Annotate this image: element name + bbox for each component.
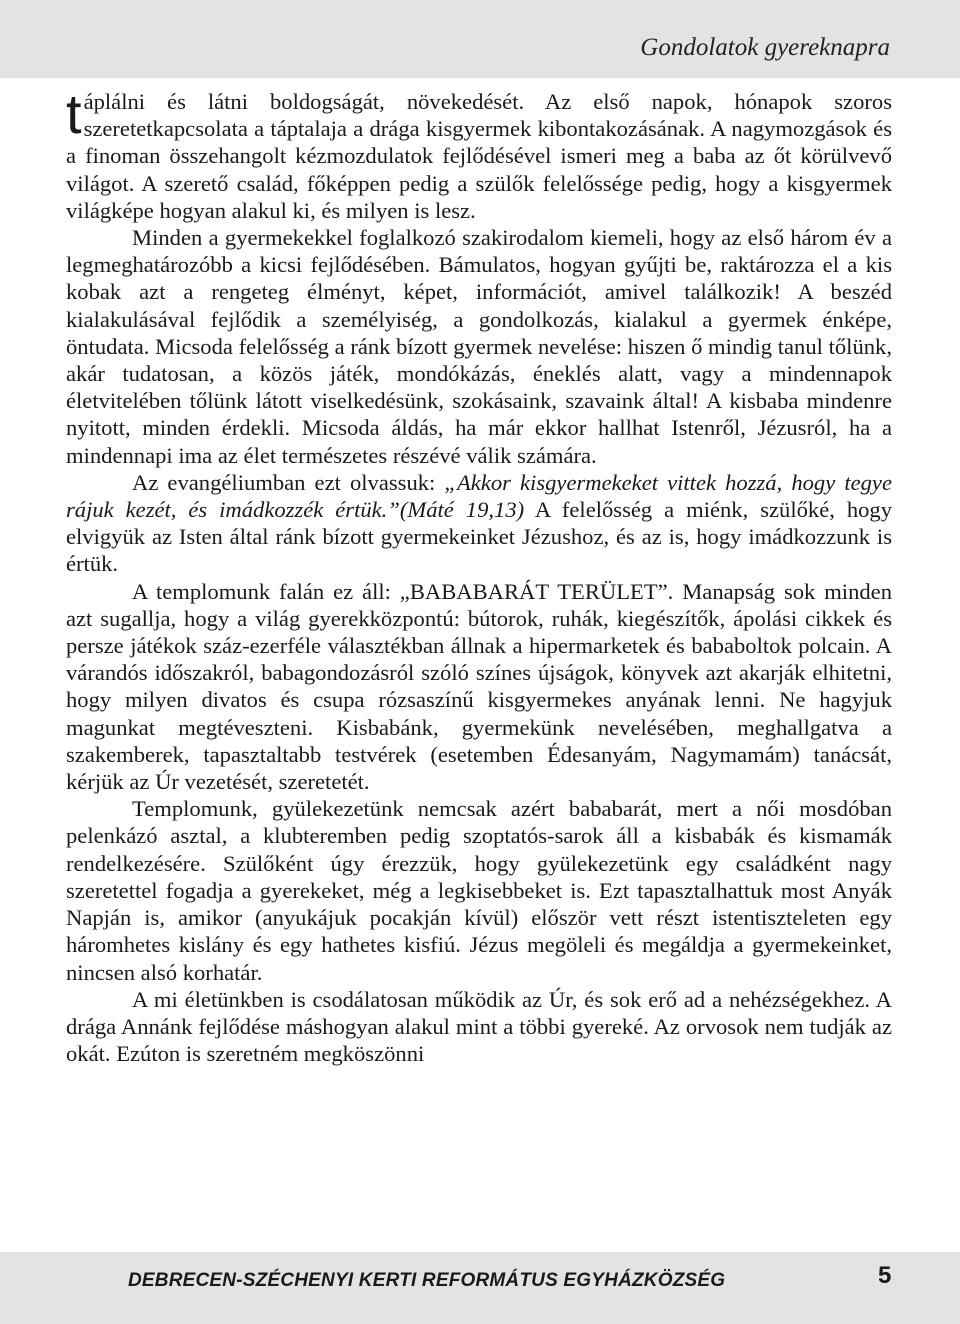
paragraph-2: Minden a gyermekekkel foglalkozó szakirodalom kiemeli, hogy az első három év a legmeghatározóbb a kicsi fejlődésében. Bámulatos, hogyan gyűjti be, raktározza el a kis kobak azt a rengeteg élményt, képet, információt, amivel találkozik! A beszéd kialakulásával fejlődik a személyiség, a gondolkozás, kialakul a gyermek énképe, öntudata. Micsoda felelősség a ránk bízott gyermek nevelése: hiszen ő mindig tanul tőlünk, akár tudatosan, a közös játék, mondókázás, éneklés alatt, vagy a mindennapok életvitelében tőlünk látott viselkedésünk, szokásaink, szavaink által! A kisbaba mindenre nyitott, minden érdekli. Micsoda áldás, ha már ekkor hallhat Istenről, Jézusról, ha a mindennapi ima az élet természetes részévé válik számára. <box>66 225 892 468</box>
drop-cap: t <box>66 82 82 145</box>
page-number: 5 <box>878 1262 892 1289</box>
article-body <box>66 82 893 1067</box>
paragraph-3 <box>66 469 892 578</box>
paragraph-4: A templomunk falán ez áll: „BABABARÁT TERÜLET”. Manapság sok minden azt sugallja, hogy a világ gyerekközpontú: bútorok, ruhák, kiegészítők, ápolási cikkek és persze játékok száz-ezerféle választékban állnak a hipermarketek és bababoltok polcain. A várandós időszakról, babagondozásról szóló színes újságok, könyvek azt akarják elhitetni, hogy milyen divatos és csupa rózsaszínű kisgyermekes anyának lenni. Ne hagyjuk magunkat megtéveszteni. Kisbabánk, gyermekünk nevelésében, meghallgatva a szakemberek, tapasztaltabb testvérek (esetemben Édesanyám, Nagymamám) tanácsát, kérjük az Úr vezetését, szeretetét. <box>66 578 892 795</box>
paragraph-5: Templomunk, gyülekezetünk nemcsak azért bababarát, mert a női mosdóban pelenkázó asztal, a klubteremben pedig szoptatós-sarok áll a kisbabák és kismamák rendelkezésére. Szülőként úgy érezzük, hogy gyülekezetünk egy családként nagy szeretettel fogadja a gyerekeket, még a legkisebbeket is. Ezt tapasztalhattuk most Anyák Napján is, amikor (anyukájuk pocakján kívül) először vett részt istentiszteleten egy háromhetes kislány és egy hathetes kisfiú. Jézus megöleli és megáldja a gyermekeinket, nincsen alsó korhatár. <box>66 796 892 985</box>
paragraph-3-intro: Az evangéliumban ezt olvassuk: <box>132 469 445 495</box>
bible-quote: „Akkor kisgyermekeket vittek hozzá, hogy tegye rájuk kezét, és imádkozzék értük.”(Máté 19,13) <box>66 469 892 523</box>
paragraph-1-text: áplálni és látni boldogságát, növekedését. Az első napok, hónapok szoros szeretetkapcsolata a táptalaja a drága kisgyermek kibontakozásának. A nagymozgások és a finoman összehangolt kézmozdulatok fejlődésével ismeri meg a baba az őt körülvevő világot. A szerető család, főképpen pedig a szülők felelőssége pedig, hogy a kisgyermek világképe hogyan alakul ki, és milyen is lesz. <box>66 89 892 223</box>
paragraph-6: A mi életünkben is csodálatosan működik az Úr, és sok erő ad a nehézségekhez. A drága Annánk fejlődése máshogyan alakul mint a többi gyereké. Az orvosok nem tudják az okát. Ezúton is szeretném megköszönni <box>66 986 892 1067</box>
paragraph-3-rest: A felelősség a miénk, szülőké, hogy elvigyük az Isten által ránk bízott gyermekeinket Jézushoz, és az is, hogy imádkozzunk is értük. <box>66 497 893 577</box>
paragraph-1 <box>66 82 892 224</box>
page-header-title: Gondolatok gyereknapra <box>640 34 890 61</box>
footer-organization: DEBRECEN-SZÉCHENYI KERTI REFORMÁTUS EGYHÁZKÖZSÉG <box>128 1270 726 1291</box>
